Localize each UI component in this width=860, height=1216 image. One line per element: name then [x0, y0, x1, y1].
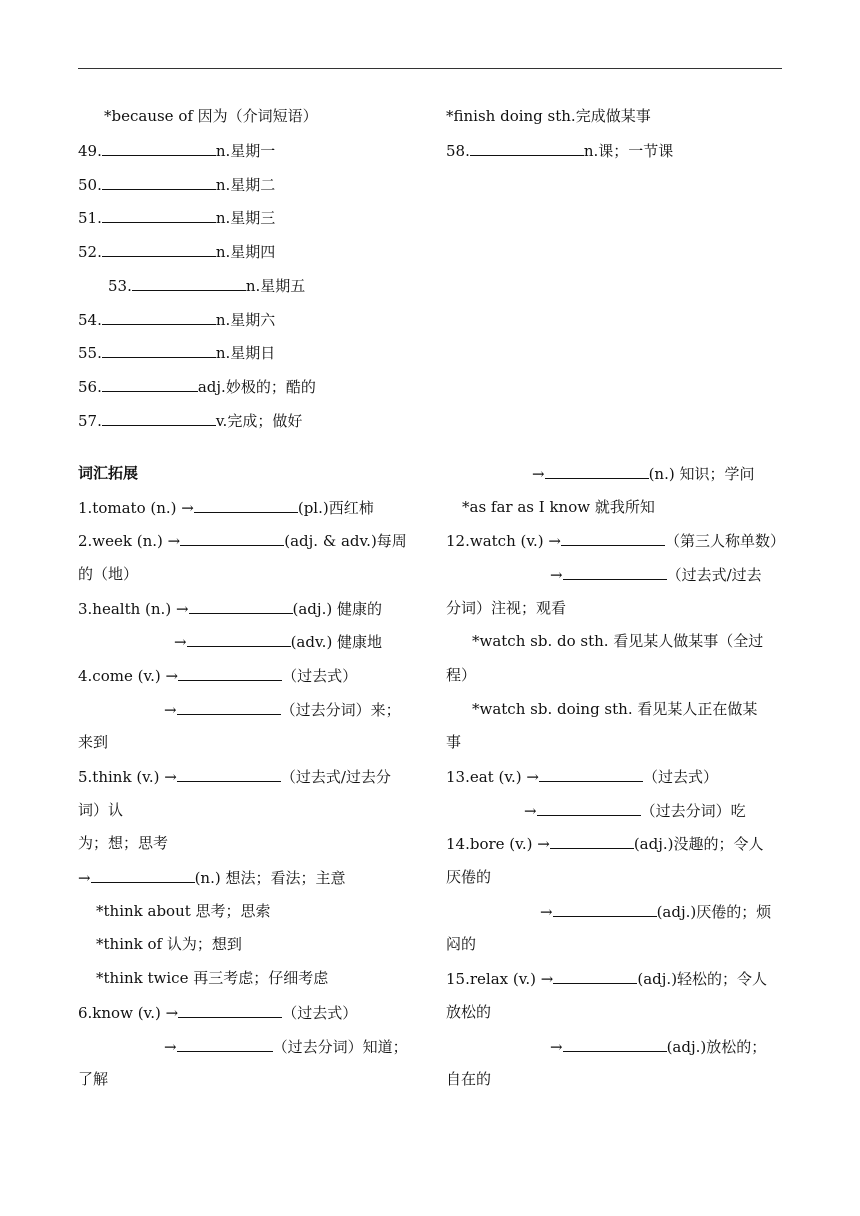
answer-blank[interactable]	[178, 1002, 282, 1018]
expand-line: 来到	[78, 733, 109, 751]
expand-item: 13.eat (v.) → （过去式）	[446, 768, 718, 786]
vocab-item: 51. n.星期三	[78, 209, 276, 227]
expand-line: 自在的	[446, 1070, 492, 1088]
vocab-item: 53. n.星期五	[108, 277, 306, 295]
answer-blank[interactable]	[102, 376, 198, 392]
answer-blank[interactable]	[102, 174, 216, 190]
answer-blank[interactable]	[563, 1036, 667, 1052]
answer-blank[interactable]	[177, 699, 281, 715]
vocab-item: 52. n.星期四	[78, 243, 276, 261]
answer-blank[interactable]	[102, 241, 216, 257]
vocab-item: 54. n.星期六	[78, 311, 276, 329]
phrase-line: *as far as I know 就我所知	[462, 498, 655, 516]
phrase-line: *think about 思考；思索	[96, 902, 271, 920]
vocab-item: 56. adj.妙极的；酷的	[78, 378, 316, 396]
expand-item: → （过去式/过去	[550, 566, 762, 584]
answer-blank[interactable]	[545, 463, 649, 479]
expand-item: 4.come (v.) → （过去式）	[78, 667, 358, 685]
expand-item: → （过去分词）吃	[524, 802, 746, 820]
answer-blank[interactable]	[194, 497, 298, 513]
expand-item: 6.know (v.) → （过去式）	[78, 1004, 358, 1022]
answer-blank[interactable]	[561, 530, 665, 546]
section-title: 词汇拓展	[78, 464, 139, 482]
answer-blank[interactable]	[91, 867, 195, 883]
expand-item: → (adj.)厌倦的；烦	[540, 903, 772, 921]
expand-item: 1.tomato (n.) → (pl.)西红柿	[78, 499, 374, 517]
expand-item: 15.relax (v.) → (adj.)轻松的；令人	[446, 970, 768, 988]
expand-line: 程）	[446, 666, 477, 684]
header-rule	[78, 68, 782, 69]
expand-item: 12.watch (v.) → （第三人称单数）	[446, 532, 786, 550]
expand-item: 2.week (n.) → (adj. & adv.)每周	[78, 532, 407, 550]
answer-blank[interactable]	[550, 833, 634, 849]
answer-blank[interactable]	[563, 564, 667, 580]
answer-blank[interactable]	[102, 410, 216, 426]
expand-item: → (adj.)放松的；	[550, 1038, 767, 1056]
expand-line: 事	[446, 733, 462, 751]
expand-item: → (n.) 想法；看法；主意	[78, 869, 346, 887]
answer-blank[interactable]	[553, 968, 637, 984]
expand-line: 分词）注视；观看	[446, 599, 567, 617]
expand-line: 厌倦的	[446, 868, 492, 886]
phrase-finish-doing: *finish doing sth.完成做某事	[446, 107, 651, 125]
vocab-item: 50. n.星期二	[78, 176, 276, 194]
phrase-line: *think of 认为；想到	[96, 935, 242, 953]
expand-line: 的（地）	[78, 565, 139, 583]
expand-item: → （过去分词）来；	[164, 701, 401, 719]
phrase-because-of: *because of 因为（介词短语）	[104, 107, 318, 125]
expand-item: 5.think (v.) → （过去式/过去分	[78, 768, 391, 786]
phrase-line: *think twice 再三考虑；仔细考虑	[96, 969, 329, 987]
answer-blank[interactable]	[177, 766, 281, 782]
answer-blank[interactable]	[102, 309, 216, 325]
vocab-item: 57. v.完成；做好	[78, 412, 303, 430]
expand-line: 为；想；思考	[78, 834, 169, 852]
phrase-line: *watch sb. do sth. 看见某人做某事（全过	[472, 632, 764, 650]
answer-blank[interactable]	[177, 1036, 273, 1052]
answer-blank[interactable]	[539, 766, 643, 782]
answer-blank[interactable]	[553, 901, 657, 917]
phrase-line: *watch sb. doing sth. 看见某人正在做某	[472, 700, 758, 718]
expand-item: 3.health (n.) → (adj.) 健康的	[78, 600, 382, 618]
expand-line: 词）认	[78, 801, 124, 819]
expand-item: 14.bore (v.) → (adj.)没趣的；令人	[446, 835, 764, 853]
answer-blank[interactable]	[178, 665, 282, 681]
expand-item: → (adv.) 健康地	[174, 633, 383, 651]
answer-blank[interactable]	[102, 207, 216, 223]
answer-blank[interactable]	[189, 598, 293, 614]
answer-blank[interactable]	[132, 275, 246, 291]
answer-blank[interactable]	[537, 800, 641, 816]
answer-blank[interactable]	[102, 342, 216, 358]
expand-line: 了解	[78, 1070, 109, 1088]
expand-item: → (n.) 知识；学问	[532, 465, 755, 483]
expand-item: → （过去分词）知道；	[164, 1038, 408, 1056]
vocab-item: 58. n.课；一节课	[446, 142, 674, 160]
vocab-item: 55. n.星期日	[78, 344, 276, 362]
answer-blank[interactable]	[102, 140, 216, 156]
answer-blank[interactable]	[470, 140, 584, 156]
expand-line: 闷的	[446, 935, 477, 953]
answer-blank[interactable]	[187, 631, 291, 647]
expand-line: 放松的	[446, 1003, 492, 1021]
vocab-item: 49. n.星期一	[78, 142, 276, 160]
answer-blank[interactable]	[180, 530, 284, 546]
